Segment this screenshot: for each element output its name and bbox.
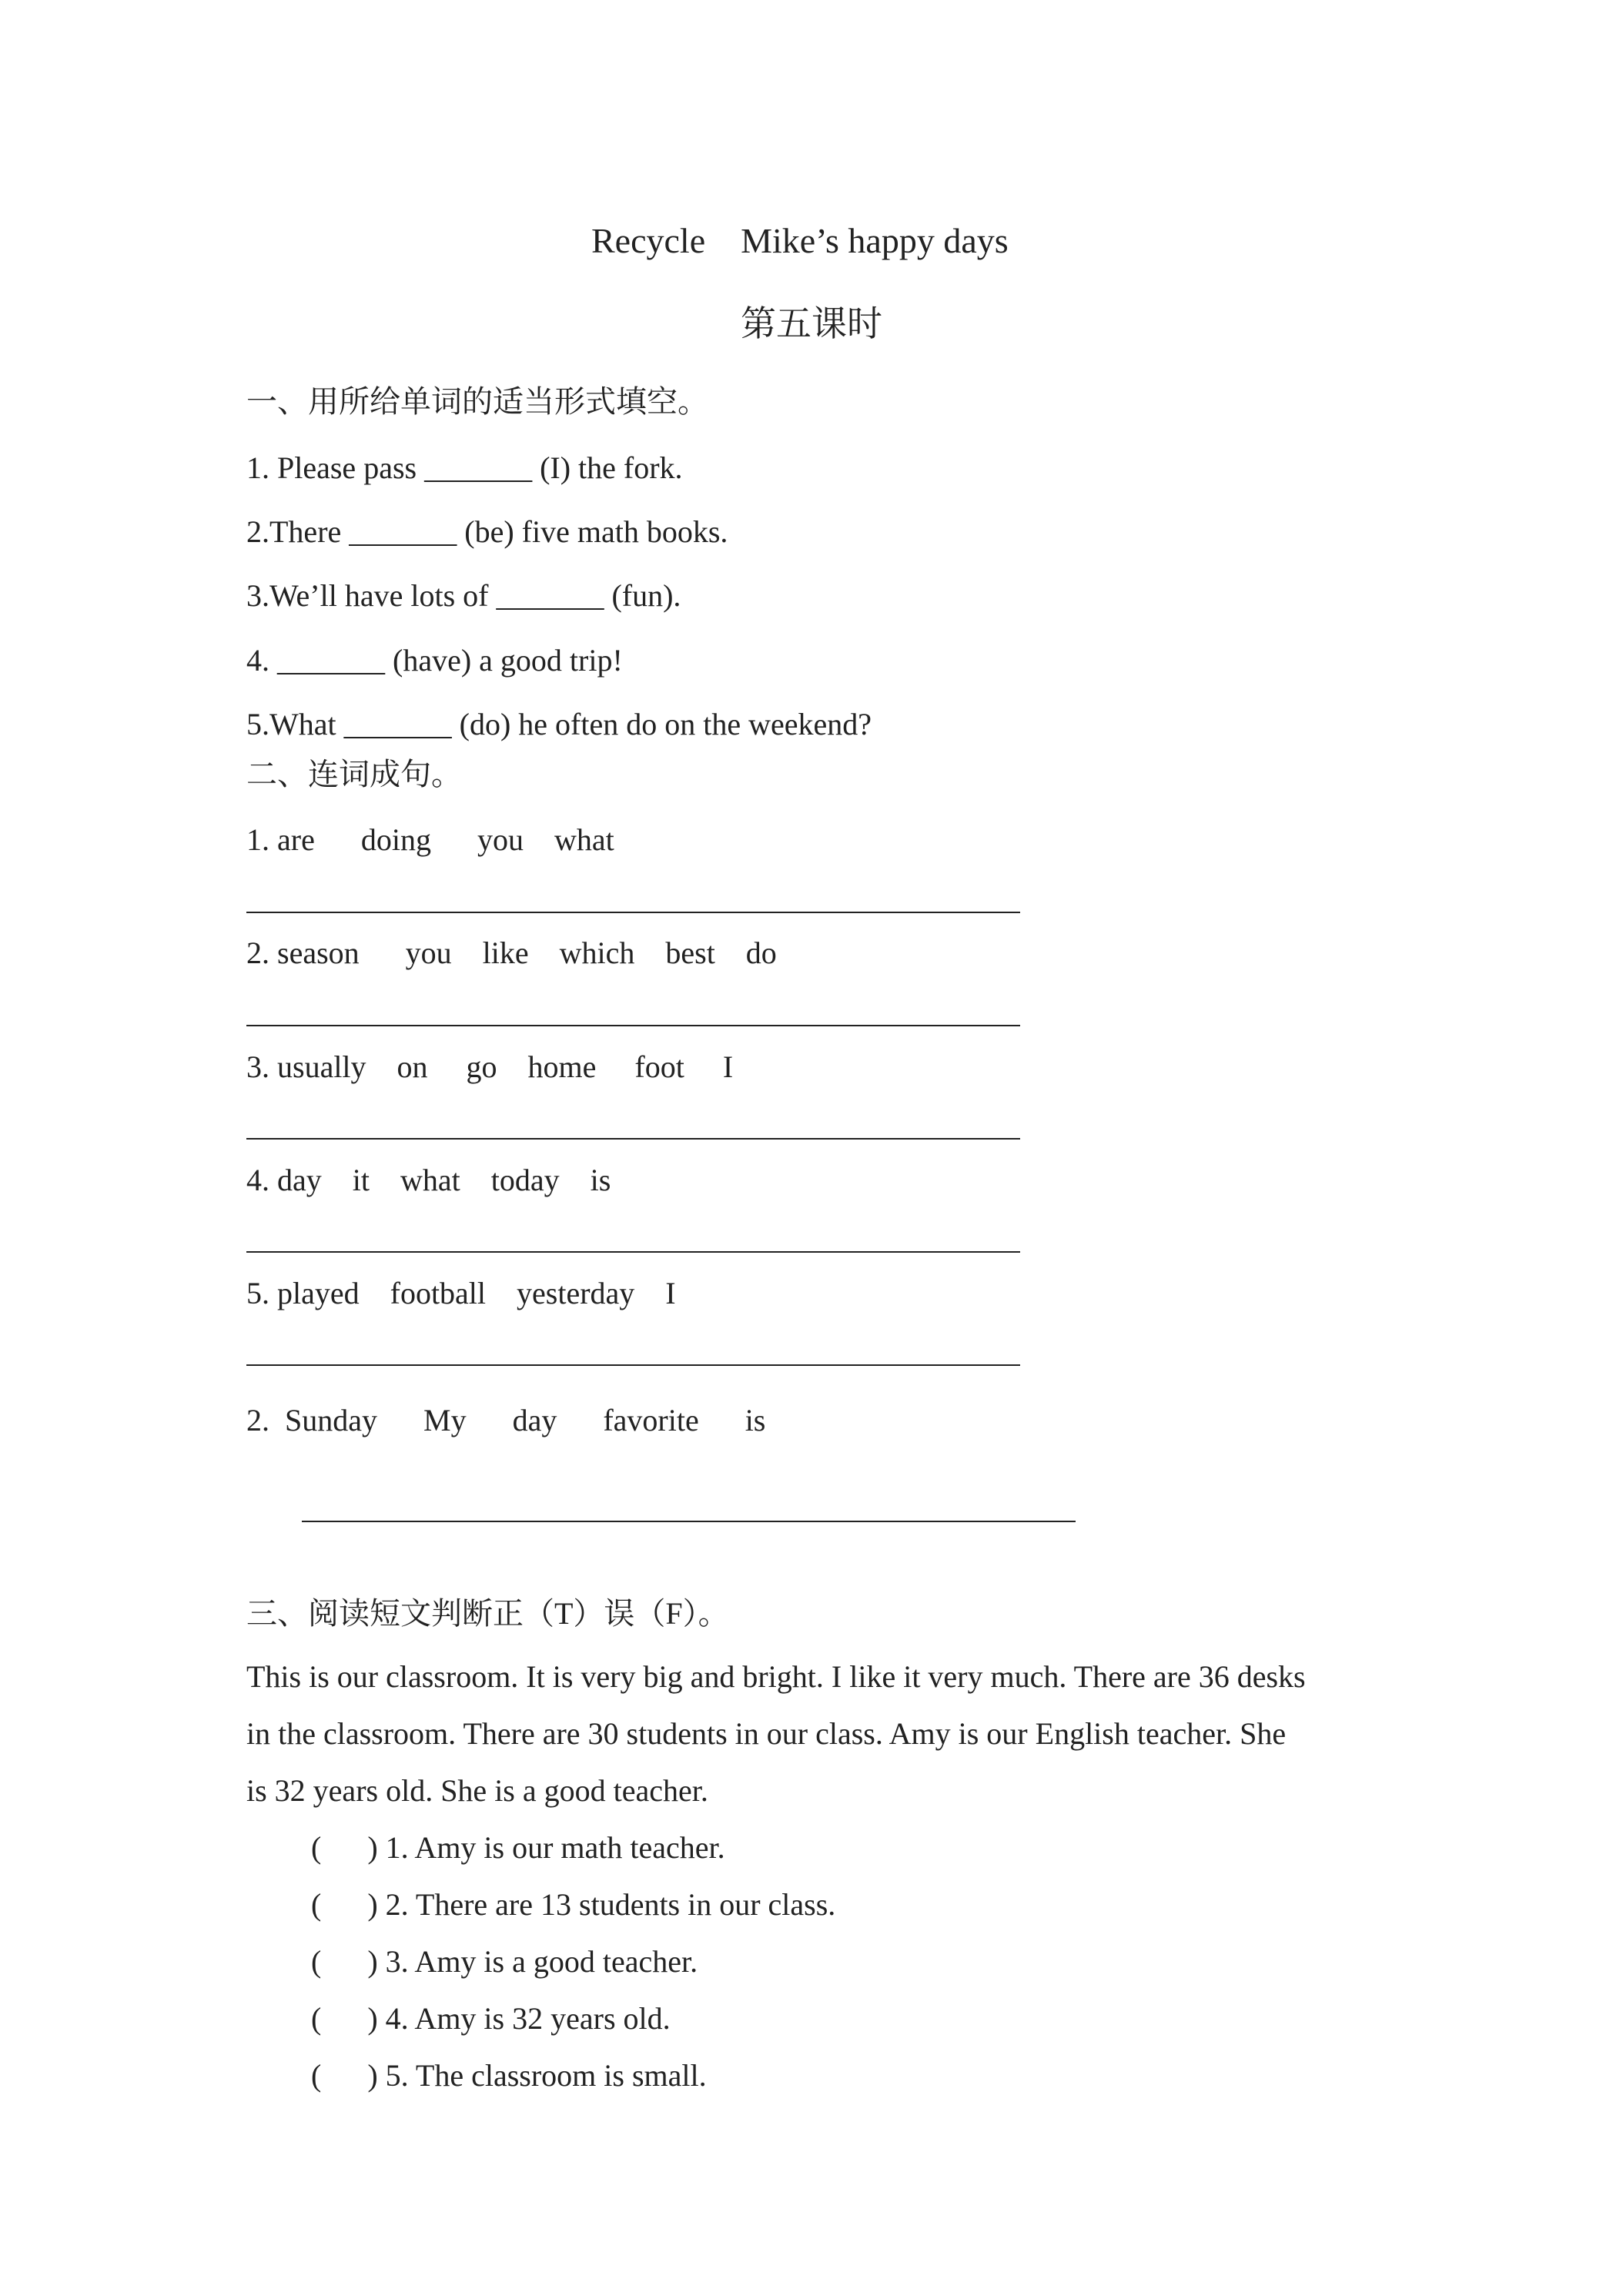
answer-line-5	[246, 1364, 1020, 1366]
page-title: Recycle Mike’s happy days	[591, 221, 1009, 260]
section3-heading: 三、阅读短文判断正（T）误（F）。	[246, 1596, 729, 1631]
fill-blank-item-1: 1. Please pass _______ (I) the fork.	[246, 450, 683, 485]
tf-statement-4: ( ) 4. Amy is 32 years old.	[311, 2001, 671, 2036]
fill-blank-item-3: 3.We’ll have lots of _______ (fun).	[246, 578, 681, 613]
answer-line-2	[246, 1025, 1020, 1026]
fill-blank-item-2: 2.There _______ (be) five math books.	[246, 514, 728, 549]
answer-line-1	[246, 912, 1020, 913]
tf-statement-3: ( ) 3. Amy is a good teacher.	[311, 1944, 698, 1979]
answer-line-6	[302, 1521, 1076, 1522]
page-subtitle: 第五课时	[741, 304, 882, 343]
passage-line-2: in the classroom. There are 30 students in our class. Amy is our English teacher. She	[246, 1716, 1287, 1751]
fill-blank-item-5: 5.What _______ (do) he often do on the weekend?	[246, 707, 872, 741]
word-order-item-2: 2. season you like which best do	[246, 935, 777, 970]
answer-line-3	[246, 1138, 1020, 1140]
fill-blank-item-4: 4. _______ (have) a good trip!	[246, 643, 623, 678]
word-order-item-6: 2. Sunday My day favorite is	[246, 1403, 766, 1438]
word-order-item-4: 4. day it what today is	[246, 1163, 611, 1197]
answer-line-4	[246, 1251, 1020, 1253]
section1-heading: 一、用所给单词的适当形式填空。	[246, 384, 708, 419]
word-order-item-3: 3. usually on go home foot I	[246, 1049, 734, 1084]
word-order-item-5: 5. played football yesterday I	[246, 1276, 676, 1310]
word-order-item-1: 1. are doing you what	[246, 822, 614, 857]
passage-line-3: is 32 years old. She is a good teacher.	[246, 1773, 708, 1808]
passage-line-1: This is our classroom. It is very big and bright. I like it very much. There are 36 desks	[246, 1659, 1306, 1694]
tf-statement-1: ( ) 1. Amy is our math teacher.	[311, 1830, 725, 1865]
tf-statement-2: ( ) 2. There are 13 students in our class.	[311, 1887, 836, 1922]
section2-heading: 二、连词成句。	[246, 757, 462, 792]
tf-statement-5: ( ) 5. The classroom is small.	[311, 2058, 707, 2093]
